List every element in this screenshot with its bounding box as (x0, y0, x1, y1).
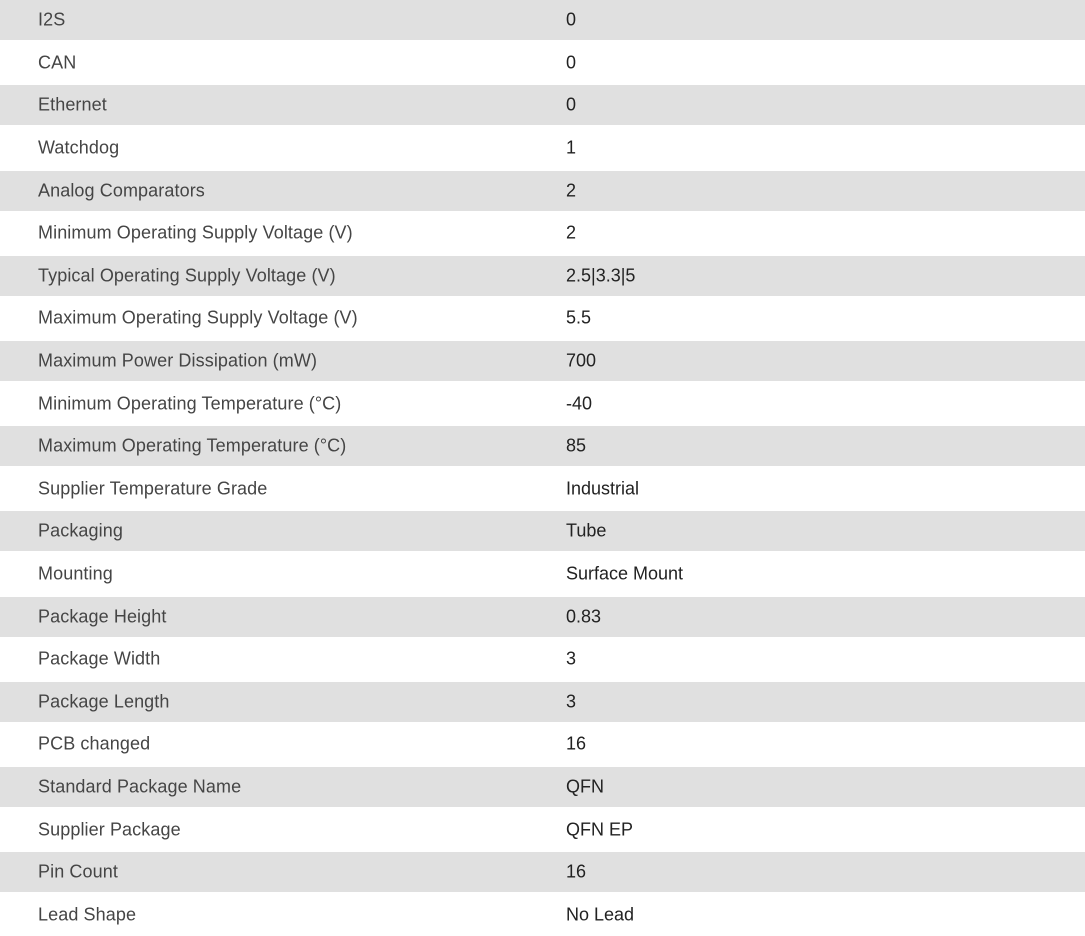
spec-row-supplier-package (0, 808, 1085, 851)
spec-row-temperature-grade (0, 468, 1085, 511)
spec-row-min-operating-temp (0, 382, 1085, 425)
spec-row-package-length (0, 682, 1085, 722)
spec-row-analog-comparators (0, 171, 1085, 211)
spec-row-packaging (0, 511, 1085, 551)
spec-row-lead-shape (0, 893, 1085, 936)
spec-label: PCB changed (38, 733, 151, 754)
spec-row-ethernet (0, 85, 1085, 125)
spec-value: 1 (566, 137, 577, 158)
spec-value: -40 (566, 393, 593, 414)
spec-value: QFN (566, 776, 604, 797)
spec-value: 5.5 (566, 307, 592, 328)
spec-row-mounting (0, 553, 1085, 596)
spec-value: Surface Mount (566, 563, 684, 584)
spec-row-watchdog (0, 127, 1085, 170)
spec-label: Minimum Operating Supply Voltage (V) (38, 222, 353, 243)
spec-value: 2 (566, 222, 577, 243)
spec-label: Watchdog (38, 137, 120, 158)
spec-label: Minimum Operating Temperature (°C) (38, 393, 342, 414)
spec-label: Supplier Temperature Grade (38, 478, 268, 499)
spec-label: Supplier Package (38, 819, 181, 840)
spec-row-pin-count (0, 852, 1085, 892)
spec-row-package-width (0, 638, 1085, 681)
spec-row-max-power-dissipation (0, 341, 1085, 381)
spec-row-pcb-changed (0, 723, 1085, 766)
spec-value: 0 (566, 52, 577, 73)
spec-value: 16 (566, 861, 587, 882)
spec-label: Mounting (38, 563, 113, 584)
spec-value: 2.5|3.3|5 (566, 265, 636, 286)
spec-value: 3 (566, 648, 577, 669)
spec-label: Maximum Operating Supply Voltage (V) (38, 307, 358, 328)
spec-label: Maximum Power Dissipation (mW) (38, 350, 318, 371)
spec-label: Ethernet (38, 94, 107, 115)
spec-row-standard-package-name (0, 767, 1085, 807)
spec-value: 85 (566, 435, 587, 456)
spec-value: No Lead (566, 904, 635, 925)
spec-value: 2 (566, 180, 577, 201)
spec-value: QFN EP (566, 819, 634, 840)
spec-label: I2S (38, 9, 66, 30)
spec-label: Lead Shape (38, 904, 137, 925)
spec-label: CAN (38, 52, 77, 73)
spec-value: 0 (566, 9, 577, 30)
spec-value: Industrial (566, 478, 640, 499)
spec-label: Package Width (38, 648, 161, 669)
spec-value: 0.83 (566, 606, 602, 627)
spec-value: 16 (566, 733, 587, 754)
spec-row-max-supply-voltage (0, 297, 1085, 340)
spec-label: Package Length (38, 691, 170, 712)
spec-row-package-height (0, 597, 1085, 637)
spec-label: Pin Count (38, 861, 118, 882)
spec-row-min-supply-voltage (0, 212, 1085, 255)
spec-label: Package Height (38, 606, 167, 627)
spec-label: Typical Operating Supply Voltage (V) (38, 265, 336, 286)
spec-value: 0 (566, 94, 577, 115)
spec-value: 700 (566, 350, 597, 371)
spec-row-i2s (0, 0, 1085, 40)
spec-label: Packaging (38, 520, 123, 541)
spec-row-max-operating-temp (0, 426, 1085, 466)
spec-value: Tube (566, 520, 607, 541)
spec-label: Standard Package Name (38, 776, 242, 797)
spec-value: 3 (566, 691, 577, 712)
spec-row-can (0, 42, 1085, 85)
spec-row-typ-supply-voltage (0, 256, 1085, 296)
spec-label: Maximum Operating Temperature (°C) (38, 435, 347, 456)
spec-label: Analog Comparators (38, 180, 205, 201)
